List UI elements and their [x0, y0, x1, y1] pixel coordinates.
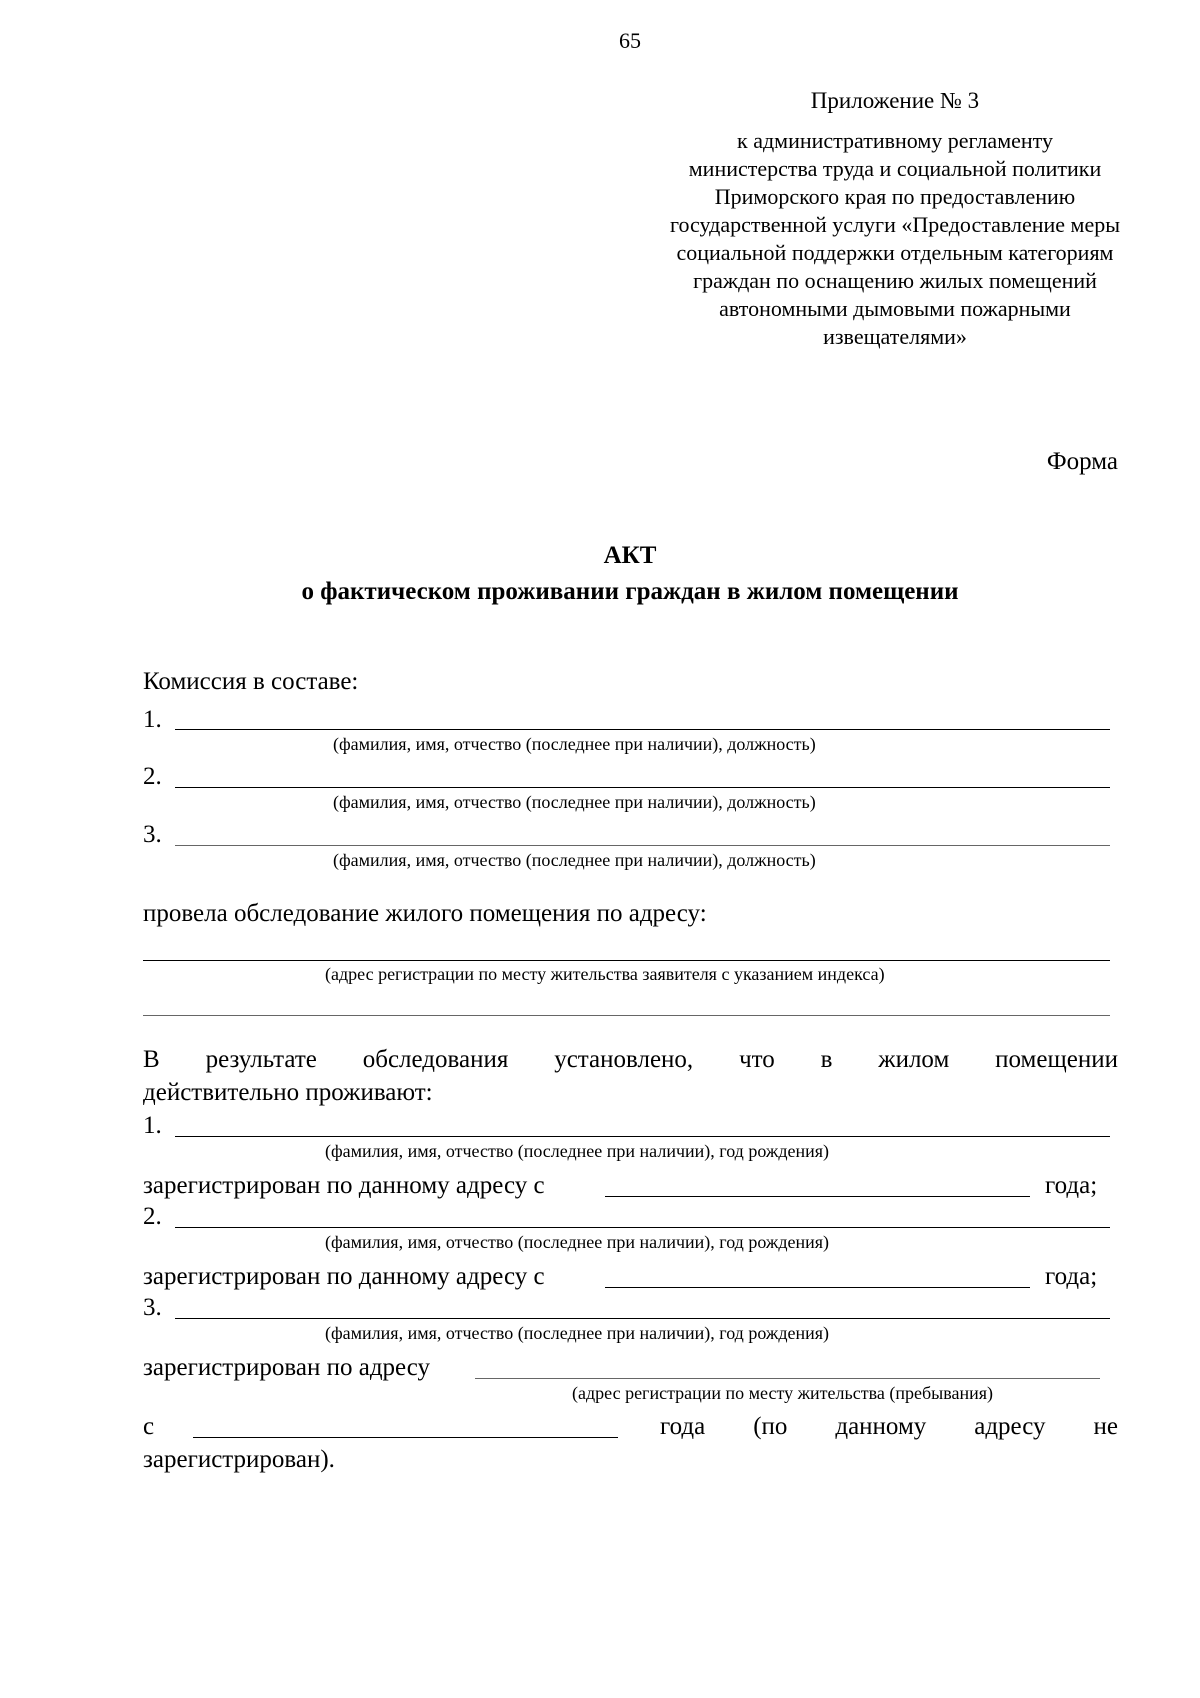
final-word-s: с	[143, 1413, 155, 1440]
resident-number-3: 3.	[143, 1294, 162, 1321]
commission-number-1: 1.	[143, 706, 162, 733]
resident-1-registered-text: зарегистрирован по данному адресу с	[143, 1172, 545, 1199]
commission-number-3: 3.	[143, 821, 162, 848]
resident-1-year-text: года;	[1045, 1172, 1098, 1199]
resident-1-hint: (фамилия, имя, отчество (последнее при наличии), год рождения)	[325, 1141, 830, 1161]
appendix-line: извещателями»	[823, 324, 967, 349]
resident-3-address-hint: (адрес регистрации по месту жительства (пребывания)	[572, 1383, 993, 1403]
resident-number-2: 2.	[143, 1203, 162, 1230]
result-paragraph-line-2: действительно проживают:	[143, 1079, 433, 1106]
resident-3-hint: (фамилия, имя, отчество (последнее при наличии), год рождения)	[325, 1323, 830, 1343]
result-paragraph-line-1	[143, 1046, 1118, 1074]
resident-2-year-text: года;	[1045, 1263, 1098, 1290]
resident-3-since-date-field[interactable]	[193, 1437, 618, 1438]
document-subtitle: о фактическом проживании граждан в жилом помещении	[301, 578, 959, 605]
final-word: данному	[835, 1413, 927, 1440]
final-word: адресу	[974, 1413, 1046, 1440]
commission-member-1-hint: (фамилия, имя, отчество (последнее при наличии), должность)	[333, 734, 816, 754]
final-line-2: зарегистрирован).	[143, 1446, 335, 1473]
result-word: обследования	[362, 1046, 509, 1073]
resident-2-hint: (фамилия, имя, отчество (последнее при наличии), год рождения)	[325, 1232, 830, 1252]
appendix-line: Приморского края по предоставлению	[714, 184, 1076, 209]
resident-2-registered-text: зарегистрирован по данному адресу с	[143, 1263, 545, 1290]
result-word: установлено,	[554, 1046, 694, 1073]
commission-member-1-field[interactable]	[175, 729, 1110, 730]
resident-3-registered-address-text: зарегистрирован по адресу	[143, 1354, 431, 1381]
final-word: года	[660, 1413, 706, 1440]
appendix-line: государственной услуги «Предоставление меры	[670, 212, 1120, 237]
resident-number-1: 1.	[143, 1112, 162, 1139]
commission-member-3-field[interactable]	[175, 845, 1110, 846]
result-word: помещении	[995, 1046, 1118, 1073]
resident-2-date-field[interactable]	[605, 1287, 1030, 1288]
final-word: не	[1093, 1413, 1118, 1440]
appendix-line: социальной поддержки отдельным категориям	[676, 240, 1114, 265]
appendix-title: Приложение № 3	[810, 88, 980, 113]
resident-3-address-field[interactable]	[475, 1378, 1100, 1379]
appendix-description	[600, 127, 1190, 351]
final-words-row	[660, 1413, 1118, 1441]
appendix-line: министерства труда и социальной политики	[688, 156, 1102, 181]
resident-3-field[interactable]	[175, 1318, 1110, 1319]
page-number: 65	[619, 28, 641, 53]
resident-1-field[interactable]	[175, 1136, 1110, 1137]
commission-heading: Комиссия в составе:	[143, 668, 359, 695]
resident-1-date-field[interactable]	[605, 1196, 1030, 1197]
result-word: результате	[205, 1046, 317, 1073]
commission-member-2-field[interactable]	[175, 787, 1110, 788]
appendix-line: граждан по оснащению жилых помещений	[693, 268, 1097, 293]
result-word: что	[739, 1046, 775, 1073]
commission-member-2-hint: (фамилия, имя, отчество (последнее при наличии), должность)	[333, 792, 816, 812]
commission-number-2: 2.	[143, 763, 162, 790]
result-word: В	[143, 1046, 160, 1073]
document-title: АКТ	[603, 542, 657, 569]
final-word: (по	[753, 1413, 788, 1440]
survey-address-field[interactable]	[143, 960, 1110, 961]
survey-address-extra-field[interactable]	[143, 1015, 1110, 1016]
survey-address-hint: (адрес регистрации по месту жительства заявителя с указанием индекса)	[325, 964, 885, 984]
result-word: жилом	[878, 1046, 950, 1073]
survey-text: провела обследование жилого помещения по адресу:	[143, 900, 707, 927]
result-word: в	[820, 1046, 833, 1073]
commission-member-3-hint: (фамилия, имя, отчество (последнее при наличии), должность)	[333, 850, 816, 870]
appendix-line: к административному регламенту	[737, 128, 1053, 153]
resident-2-field[interactable]	[175, 1227, 1110, 1228]
form-label: Форма	[1046, 448, 1118, 475]
appendix-line: автономными дымовыми пожарными	[719, 296, 1071, 321]
